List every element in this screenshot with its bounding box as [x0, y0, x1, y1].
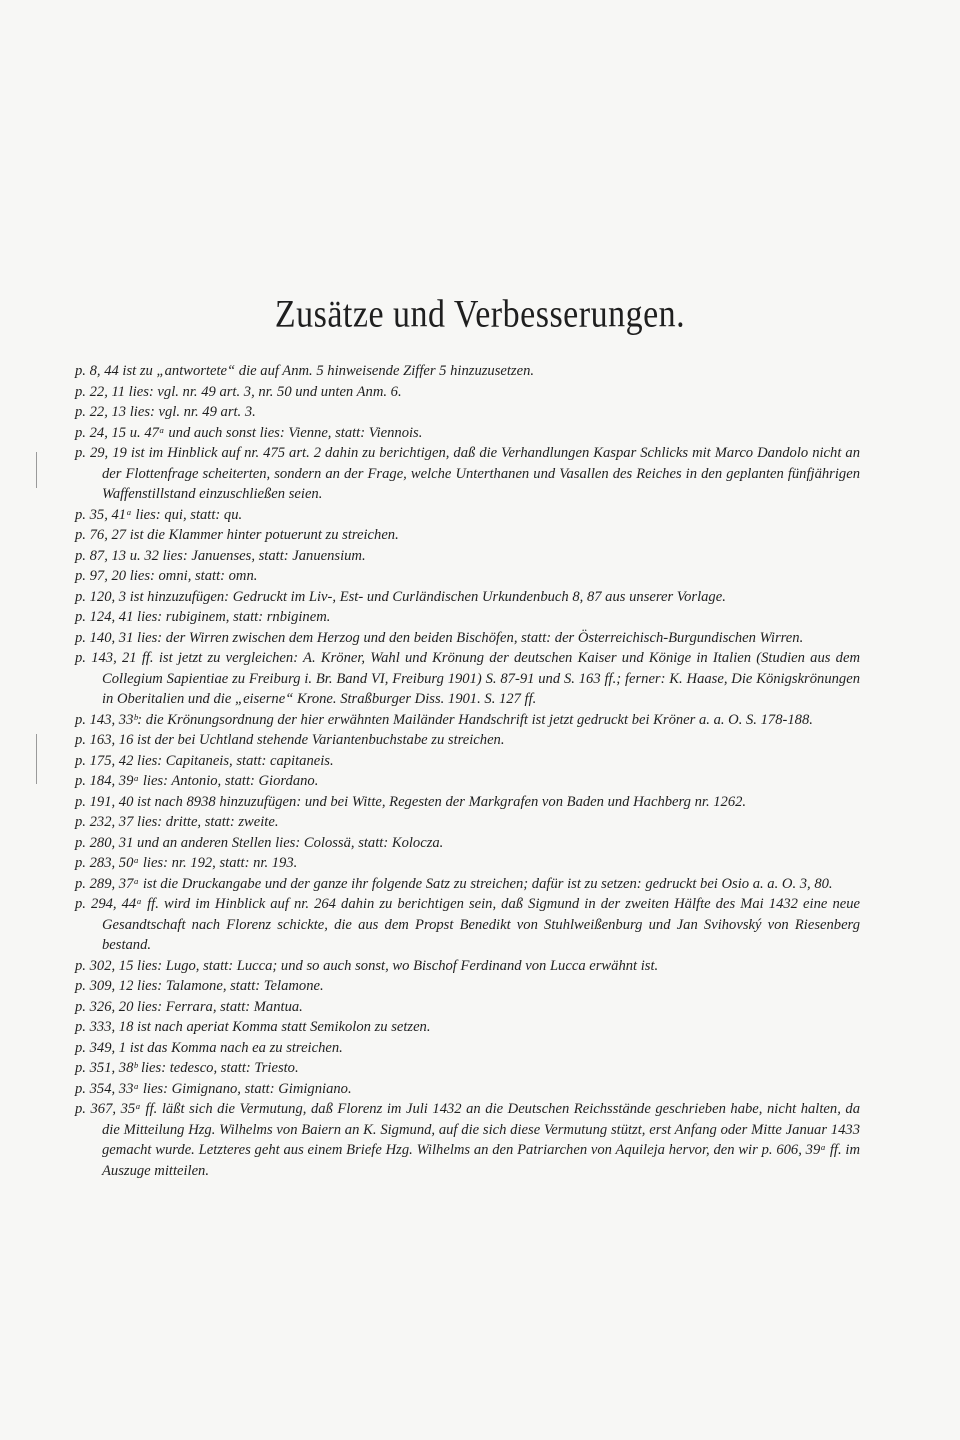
list-item: p. 326, 20 lies: Ferrara, statt: Mantua.	[75, 998, 303, 1015]
list-item: p. 302, 15 lies: Lugo, statt: Lucca; und so auch sonst, wo Bischof Ferdinand von Lucca erwähnt ist.	[75, 957, 659, 974]
corrections-list	[75, 361, 860, 1181]
list-item: p. 124, 41 lies: rubiginem, statt: rnbiginem.	[75, 609, 331, 625]
list-item: p. 294, 44ᵃ ff. wird im Hinblick auf nr. 264 dahin zu berichtigen sein, daß Sigmund in der zweiten Hälfte des Mai 1432 eine neue Gesandtschaft nach Florenz schickte, die aus dem Propst Benedikt von Stuhlweißenburg und Jan Svihovský von Riesenberg bestand.	[75, 896, 860, 953]
list-item: p. 367, 35ᵃ ff. läßt sich die Vermutung, daß Florenz im Juli 1432 an die Deutschen Reichsstände geschrieben habe, nicht halten, da die Mitteilung Hzg. Wilhelms von Baiern an K. Sigmund, auf die sich diese Vermutung stützt, erst Anfang oder Mitte Januar 1433 gemacht wurde. Letzteres geht aus einem Briefe Hzg. Wilhelms an den Patriarchen von Aquileja hervor, den wir p. 606, 39ᵃ ff. im Auszuge mitteilen.	[75, 1101, 860, 1179]
margin-mark	[36, 452, 37, 488]
list-item: p. 191, 40 ist nach 8938 hinzuzufügen: und bei Witte, Regesten der Markgrafen von Baden und Hachberg nr. 1262.	[75, 793, 747, 810]
list-item: p. 140, 31 lies: der Wirren zwischen dem Herzog und den beiden Bischöfen, statt: der Österreichisch-Burgundischen Wirren.	[75, 629, 804, 646]
list-item: p. 184, 39ᵃ lies: Antonio, statt: Giordano.	[75, 773, 319, 789]
list-item: p. 24, 15 u. 47ᵃ und auch sonst lies: Vienne, statt: Viennois.	[75, 424, 423, 441]
list-item: p. 87, 13 u. 32 lies: Januenses, statt: Januensium.	[75, 547, 366, 564]
list-item: p. 175, 42 lies: Capitaneis, statt: capitaneis.	[75, 752, 334, 769]
list-item: p. 309, 12 lies: Talamone, statt: Telamone.	[75, 978, 324, 994]
list-item: p. 8, 44 ist zu „antwortete“ die auf Anm. 5 hinweisende Ziffer 5 hinzuzusetzen.	[75, 363, 535, 379]
page-title: Zusätze und Verbesserungen.	[274, 293, 686, 336]
list-item: p. 354, 33ᵃ lies: Gimignano, statt: Gimigniano.	[75, 1080, 352, 1097]
list-item: p. 283, 50ᵃ lies: nr. 192, statt: nr. 193.	[75, 855, 298, 871]
list-item: p. 289, 37ᵃ ist die Druckangabe und der ganze ihr folgende Satz zu streichen; dafür ist zu setzen: gedruckt bei Osio a. a. O. 3, 80.	[75, 875, 833, 892]
list-item: p. 76, 27 ist die Klammer hinter potuerunt zu streichen.	[75, 527, 399, 543]
list-item: p. 143, 33ᵇ: die Krönungsordnung der hier erwähnten Mailänder Handschrift ist jetzt gedruckt bei Kröner a. a. O. S. 178-188.	[75, 711, 813, 728]
list-item: p. 280, 31 und an anderen Stellen lies: Colossä, statt: Kolocza.	[75, 834, 444, 851]
list-item: p. 163, 16 ist der bei Uchtland stehende Variantenbuchstabe zu streichen.	[75, 732, 505, 748]
list-item: p. 351, 38ᵇ lies: tedesco, statt: Triesto.	[75, 1060, 299, 1076]
list-item: p. 349, 1 ist das Komma nach ea zu streichen.	[75, 1039, 343, 1056]
list-item: p. 333, 18 ist nach aperiat Komma statt Semikolon zu setzen.	[75, 1019, 431, 1035]
list-item: p. 143, 21 ff. ist jetzt zu vergleichen: A. Kröner, Wahl und Krönung der deutschen Kaiser und Könige in Italien (Studien aus dem Collegium Sapientiae zu Freiburg i. Br. Band VI, Freiburg 1901) S. 87-91 und S. 163 ff.; ferner: K. Haase, Die Königskrönungen in Oberitalien und die „eiserne“ Krone. Straßburger Diss. 1901. S. 127 ff.	[75, 650, 860, 707]
list-item: p. 35, 41ᵃ lies: qui, statt: qu.	[75, 506, 243, 523]
list-item: p. 22, 13 lies: vgl. nr. 49 art. 3.	[75, 404, 256, 420]
list-item: p. 29, 19 ist im Hinblick auf nr. 475 art. 2 dahin zu berichtigen, daß die Verhandlungen Kaspar Schlicks mit Marco Dandolo nicht an der Flottenfrage scheiterten, sondern an der Frage, welche Unterthanen und Vasallen des Reiches in den geplanten fünfjährigen Waffenstillstand einzuschließen seien.	[75, 445, 860, 502]
list-item: p. 232, 37 lies: dritte, statt: zweite.	[75, 814, 279, 830]
list-item: p. 120, 3 ist hinzuzufügen: Gedruckt im Liv-, Est- und Curländischen Urkundenbuch 8, 87 aus unserer Vorlage.	[75, 588, 726, 605]
list-item: p. 97, 20 lies: omni, statt: omn.	[75, 568, 258, 584]
list-item: p. 22, 11 lies: vgl. nr. 49 art. 3, nr. 50 und unten Anm. 6.	[75, 383, 402, 400]
margin-mark	[36, 734, 37, 784]
